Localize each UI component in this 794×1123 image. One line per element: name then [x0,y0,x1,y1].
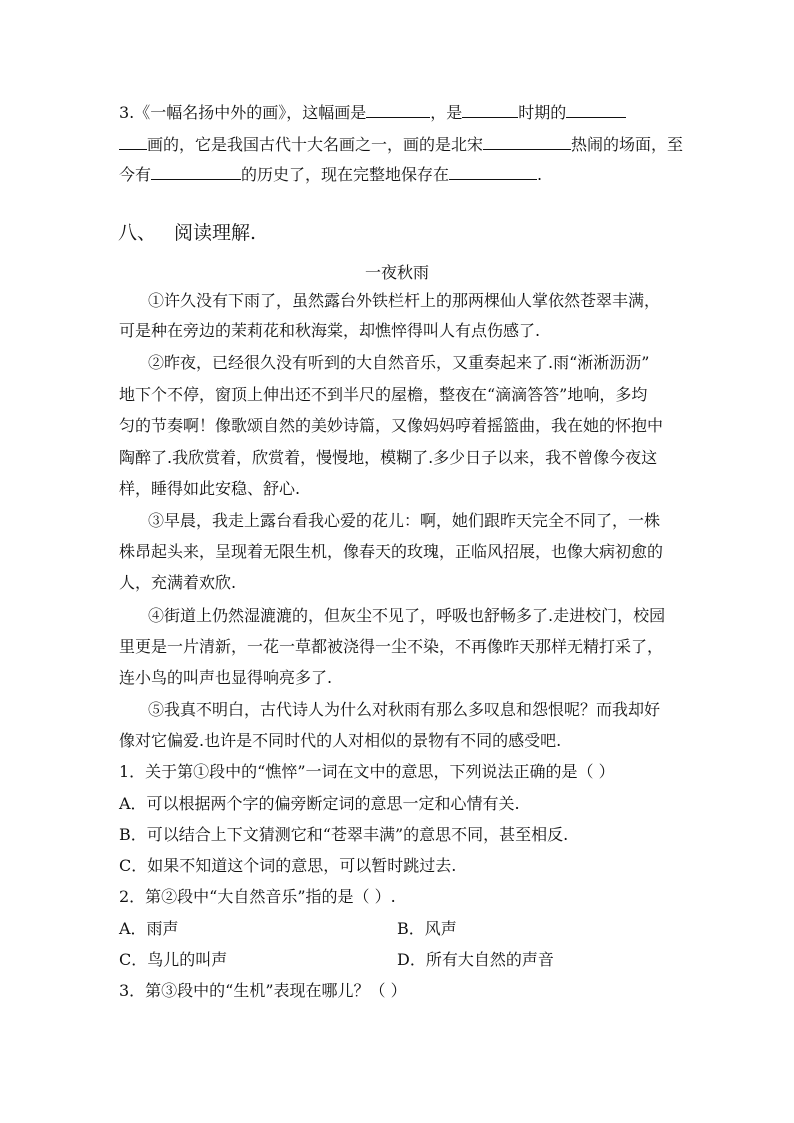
section-number: 八、 [118,222,157,244]
blank-painter-2[interactable] [119,135,147,150]
q3-text-1: 3.《一幅名扬中外的画》，这幅画是 [119,103,367,122]
question-3-stem: 3．第③段中的“生机”表现在哪儿？（ ） [119,981,407,1000]
passage-line: 像对它偏爱.也许是不同时代的人对相似的景物有不同的感受吧. [119,731,562,750]
q3-text-2: ，是 [430,103,463,122]
passage-line: 里更是一片清新，一花一草都被浇得一尘不染，不再像昨天那样无精打采了， [119,637,664,656]
q3-text-5: 热闹的场面，至 [571,135,684,154]
passage-line: 样，睡得如此安稳、舒心. [119,479,301,498]
passage-line: 地下个不停，窗顶上伸出还不到半尺的屋檐，整夜在“滴滴答答”地响，多均 [119,385,648,404]
passage-line: 可是种在旁边的茉莉花和秋海棠，却憔悴得叫人有点伤感了. [119,321,541,340]
passage-line: 株昂起头来，呈现着无限生机，像春天的玫瑰，正临风招展，也像大病初愈的 [119,542,664,561]
section-title: 阅读理解. [174,222,257,244]
q3-line-3 [119,165,542,185]
q3-line-2 [119,135,683,155]
passage-title: 一夜秋雨 [364,263,429,282]
passage-line: 连小鸟的叫声也显得响亮多了. [119,668,333,687]
question-2-stem: 2．第②段中“大自然音乐”指的是（ ）. [119,887,396,906]
question-1-option-b[interactable]: B．可以结合上下文猜测它和“苍翠丰满”的意思不同，甚至相反. [119,825,569,844]
question-2-option-b[interactable]: B．风声 [397,919,457,938]
section-heading [118,223,256,243]
question-2-option-c[interactable]: C．鸟儿的叫声 [119,950,228,969]
blank-era[interactable] [462,103,518,118]
blank-years[interactable] [151,165,241,180]
q3-text-7: 的历史了，现在完整地保存在 [241,165,450,184]
question-1-option-a[interactable]: A．可以根据两个字的偏旁断定词的意思一定和心情有关. [119,794,520,813]
q3-text-6: 今有 [119,165,152,184]
question-2-option-d[interactable]: D．所有大自然的声音 [397,950,554,969]
passage-line: 人，充满着欢欣. [119,573,237,592]
q3-text-3: 时期的 [518,103,567,122]
passage-line: ⑤我真不明白，古代诗人为什么对秋雨有那么多叹息和怨恨呢？而我却好 [148,700,661,719]
q3-text-8: . [537,165,543,184]
blank-painter-1[interactable] [566,103,626,118]
question-2-option-a[interactable]: A．雨声 [119,919,179,938]
question-1-stem: 1．关于第①段中的“憔悴”一词在文中的意思，下列说法正确的是（ ） [119,762,615,781]
q3-text-4: 画的，它是我国古代十大名画之一，画的是北宋 [147,135,484,154]
blank-city[interactable] [483,135,571,150]
passage-line: ②昨夜，已经很久没有听到的大自然音乐，又重奏起来了.雨“淅淅沥沥” [148,353,650,372]
passage-line: 陶醉了.我欣赏着，欣赏着，慢慢地，模糊了.多少日子以来，我不曾像今夜这 [119,448,658,467]
question-1-option-c[interactable]: C．如果不知道这个词的意思，可以暂时跳过去. [119,856,457,875]
passage-line: ①许久没有下雨了，虽然露台外铁栏杆上的那两棵仙人掌依然苍翠丰满， [148,291,661,310]
blank-location[interactable] [449,165,537,180]
q3-line-1 [119,103,626,123]
passage-line: ③早晨，我走上露台看我心爱的花儿：啊，她们跟昨天完全不同了，一株 [148,511,661,530]
passage-line: ④街道上仍然湿漉漉的，但灰尘不见了，呼吸也舒畅多了.走进校门，校园 [148,606,666,625]
blank-painting-name[interactable] [366,103,430,118]
passage-line: 匀的节奏啊！像歌颂自然的美妙诗篇，又像妈妈哼着摇篮曲，我在她的怀抱中 [119,416,664,435]
